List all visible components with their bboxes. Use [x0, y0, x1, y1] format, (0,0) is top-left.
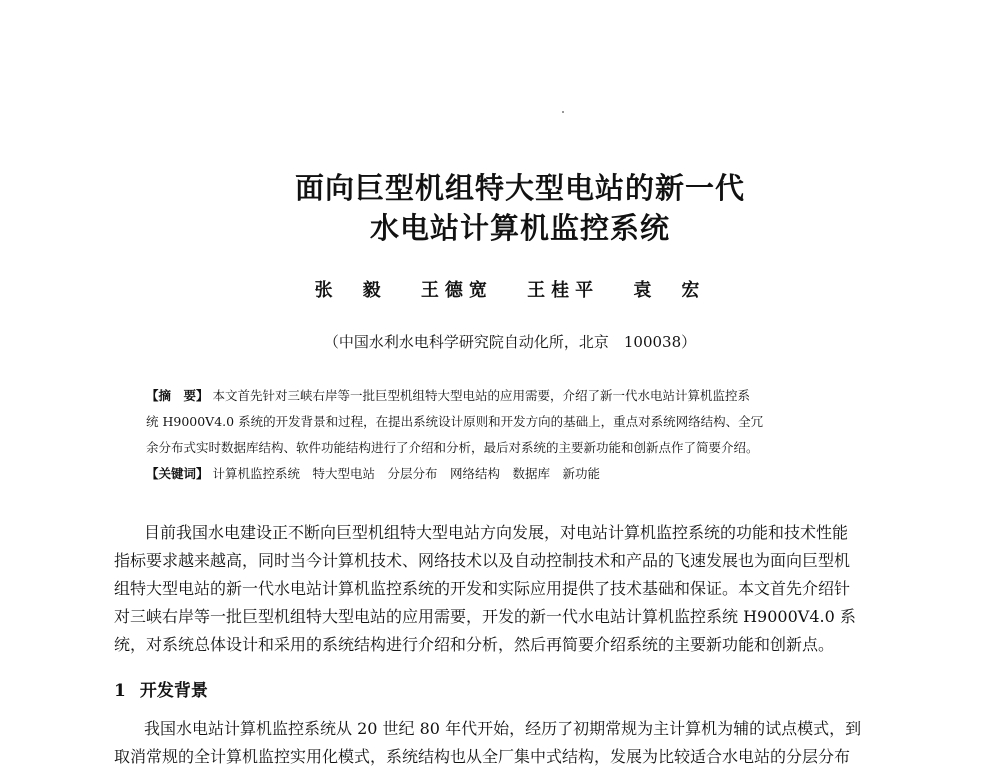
section-title: 开发背景 [139, 681, 208, 701]
author-name: 张 毅 [314, 280, 387, 301]
keywords-label: 【关键词】 [146, 466, 209, 481]
section-heading [114, 676, 208, 701]
affiliation: （中国水利水电科学研究院自动化所，北京 100038） [323, 333, 697, 351]
author-name: 王桂平 [527, 280, 600, 301]
abstract-text: 本文首先针对三峡右岸等一批巨型机组特大型电站的应用需要，介绍了新一代水电站计算机监控系 [212, 388, 751, 403]
author-name: 袁 宏 [633, 280, 706, 301]
scan-dot [562, 111, 564, 113]
intro-line: 指标要求越来越高，同时当今计算机技术、网络技术以及自动控制技术和产品的飞速发展也为面向巨型机 [114, 551, 851, 570]
author-list [0, 276, 1000, 302]
section-number: 1 [114, 681, 126, 701]
abstract-line: 统 H9000V4.0 系统的开发背景和过程，在提出系统设计原则和开发方向的基础上，重点对系统网络结构、全冗 [146, 414, 764, 429]
paper-title-line-2: 水电站计算机监控系统 [369, 211, 670, 245]
section-body-line: 取消常规的全计算机监控实用化模式，系统结构也从全厂集中式结构，发展为比较适合水电站的分层分布 [114, 747, 851, 766]
abstract-label: 【摘 要】 [146, 388, 209, 403]
author-name: 王德宽 [420, 280, 493, 301]
abstract-line [146, 386, 906, 406]
keywords-text: 计算机监控系统 特大型电站 分层分布 网络结构 数据库 新功能 [212, 466, 601, 481]
abstract-line: 余分布式实时数据库结构、软件功能结构进行了介绍和分析，最后对系统的主要新功能和创新点作了简要介绍。 [146, 440, 759, 455]
intro-line: 统，对系统总体设计和采用的系统结构进行介绍和分析，然后再简要介绍系统的主要新功能和创新点。 [114, 635, 835, 654]
intro-line: 对三峡右岸等一批巨型机组特大型电站的应用需要，开发的新一代水电站计算机监控系统 H9000V4.0 系 [114, 607, 856, 626]
intro-line: 组特大型电站的新一代水电站计算机监控系统的开发和实际应用提供了技术基础和保证。本文首先介绍针 [114, 579, 851, 598]
keywords-line [146, 464, 906, 484]
intro-line: 目前我国水电建设正不断向巨型机组特大型电站方向发展，对电站计算机监控系统的功能和技术性能 [144, 523, 849, 542]
paper-title-line-1: 面向巨型机组特大型电站的新一代 [294, 171, 745, 205]
section-body-line: 我国水电站计算机监控系统从 20 世纪 80 年代开始，经历了初期常规为主计算机为辅的试点模式，到 [144, 719, 862, 738]
